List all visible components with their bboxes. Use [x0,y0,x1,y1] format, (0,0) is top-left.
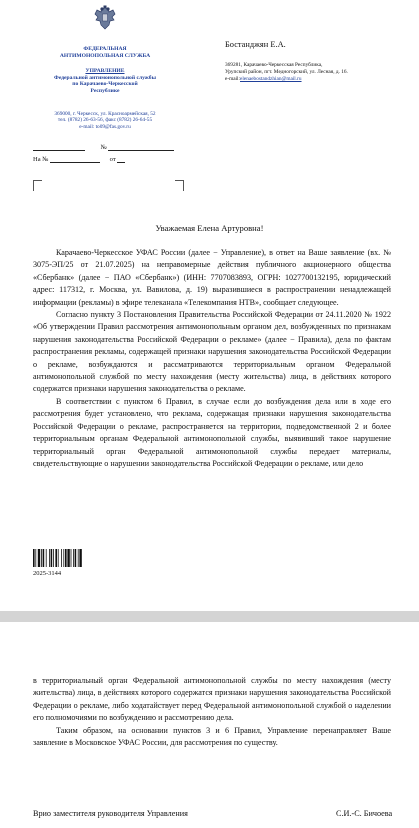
recipient-address [225,62,415,83]
agency-name-line: АНТИМОНОПОЛЬНАЯ СЛУЖБА [59,52,151,59]
email-prefix: e-mail: [225,76,241,82]
body-paragraph: Таким образом, на основании пунктов 3 и 6 Правил, Управление перенаправляет Ваше заявление в Московское УФАС России, для рассмотрения по существу. [33,725,391,748]
barcode-number: 2025-3144 [33,570,62,577]
signature-position: Врио заместителя руководителя Управления [33,809,188,818]
ref-prefix: На № [33,156,49,163]
office-title [30,68,180,94]
ref-number-line [50,154,100,163]
recipient-name: Бостанджян Е.А. [225,40,286,49]
agency-address-line: 369000, г. Черкесск, ул. Красноармейская, 52 [54,111,156,117]
page-separator [0,611,419,622]
letter-body-page-2 [33,675,391,749]
office-sub-line: по Карачаево-Черкесской [72,81,138,88]
ref-date-line [117,154,125,163]
agency-address [30,111,180,130]
doc-date-number-row [33,142,174,151]
barcode-icon [33,549,97,567]
document-page-2 [0,622,419,828]
body-paragraph: в территориальный орган Федеральной антимонопольной службы по месту нахождения (месту жительства) лица, в действиях которого содержатся признаки нарушения законодательства Российской Федерации о рекламе, либо ходатайствует перед Федеральной антимонопольной службой о наделении его полномочиями по возбуждению и рассмотрению дела. [33,676,391,723]
signature-name: С.И.-С. Бичоева [336,809,393,818]
date-field-line [33,142,85,151]
office-sub-line: Федеральной антимонопольной службы [54,74,156,81]
letter-body-page-1 [33,247,391,470]
office-sub-line: Республике [90,87,120,94]
agency-name [30,46,180,59]
corner-mark [175,180,184,191]
body-paragraph: Согласно пункту 3 Постановления Правительства Российской Федерации от 24.11.2020 № 1922 «Об утверждении Правил рассмотрения антимонопольным органом дел, возбужденных по признакам нарушения законодательства Российской Федерации о рекламе» (далее − Правила), дела по фактам распространения рекламы, содержащей признаки нарушения законодательства Российской Федерации о рекламе, возбуждаются и рассматриваются территориальным органом Федеральной антимонопольной службой по месту нахождения (месту жительства) лица, в действиях которого содержатся признаки нарушения законодательства о рекламе. [33,310,391,394]
agency-address-line: тел. (8782) 26-63-56, факс (8782) 26-64-55 [57,117,153,124]
office-title-line: УПРАВЛЕНИЕ [85,68,125,74]
recipient-address-line: Урупский район, пгт. Медногорский, ул. Лесная, д. 16. [225,69,348,75]
ref-from: от [109,156,116,163]
recipient-email-link[interactable]: elenaebostandzhian@mail.ru [240,76,302,82]
body-paragraph: Карачаево-Черкесское УФАС России (далее − Управление), в ответ на Ваше заявление (вх. № 3075-ЭП/25 от 21.07.2025) на неправомерные действия публичного акционерного общества «Сбербанк» (далее − ПАО «Сбербанк») (ИНН: 7707083893, ОГРН: 1027700132195, юридический адрес: 117312, г. Москва, ул. Вавилова, д. 19) выразившиеся в распространении ненадлежащей информации (рекламы) в эфире телеканала «Телекомпания НТВ», сообщает следующее. [33,248,391,307]
body-paragraph: В соответствии с пунктом 6 Правил, в случае если до возбуждения дела или в ходе его рассмотрения будет установлено, что реклама, содержащая признаки нарушения законодательства Российской Федерации о рекламе, распространяется на территории, подведомственной 2 и более территориальным органам Федеральной антимонопольной службы, выявивший такое нарушение территориальный орган Федеральной антимонопольной службы передает материалы, свидетельствующие о нарушении законодательства Российской Федерации о рекламе, или дело [33,396,391,468]
coat-of-arms-icon [93,5,117,31]
corner-mark [33,180,42,191]
number-field-line [108,142,174,151]
recipient-address-line: 369281, Карачаево-Черкесская Республика, [225,62,323,68]
reference-row [33,154,125,163]
salutation: Уважаемая Елена Артуровна! [155,223,264,233]
agency-address-line: e-mail: to09@fas.gov.ru [79,123,131,130]
number-sign: № [100,144,107,151]
agency-name-line: ФЕДЕРАЛЬНАЯ [83,46,127,52]
